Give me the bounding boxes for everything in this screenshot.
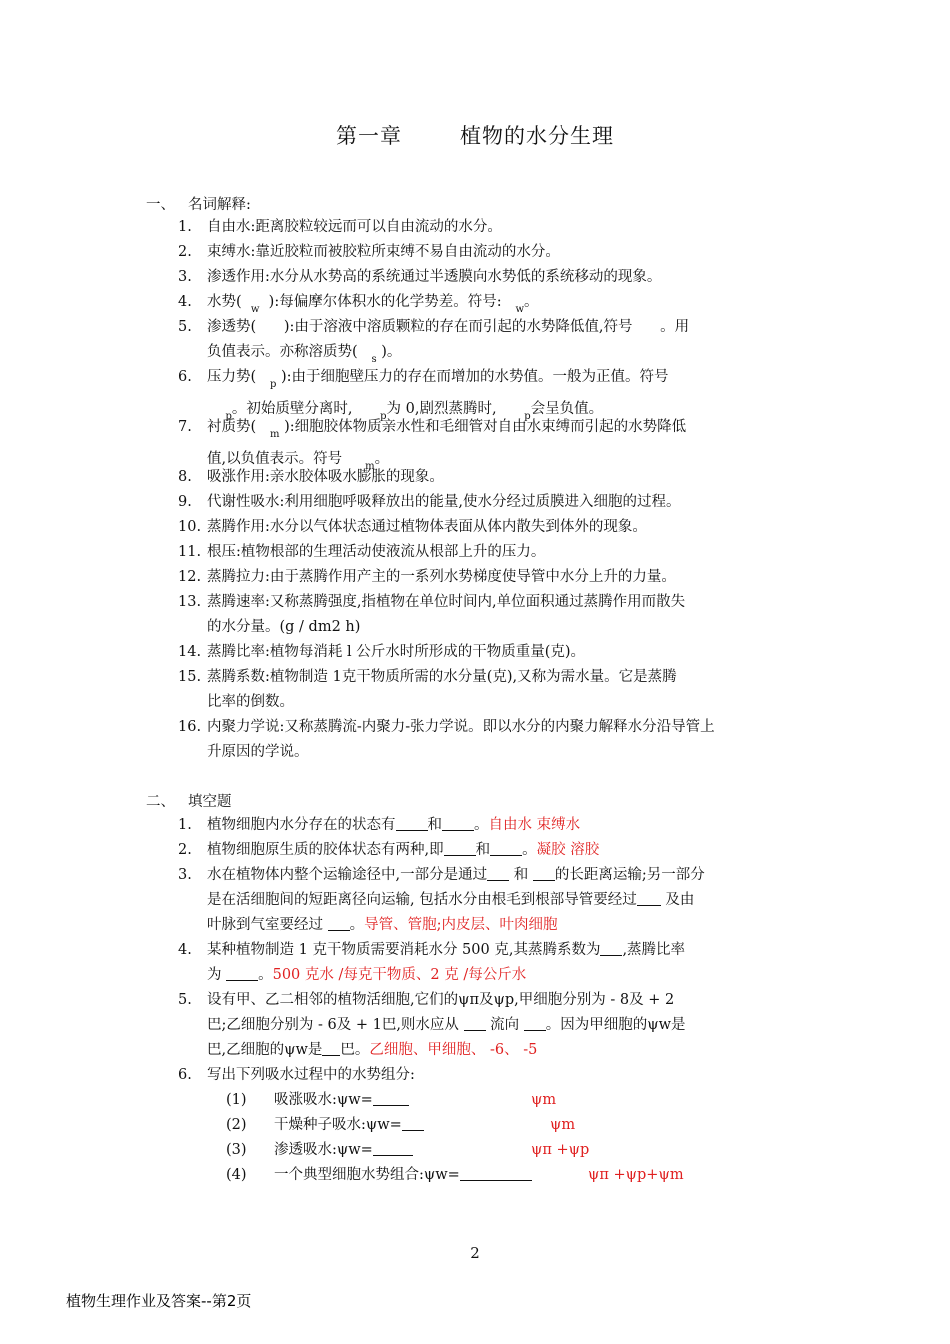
fill-question: 6. 写出下列吸水过程中的水势组分: (178, 1067, 415, 1083)
chapter-title (0, 120, 950, 150)
fill-question: 4. 某种植物制造 1 克干物质需要消耗水分 500 克,其蒸腾系数为 ,蒸腾比率 为 。500 克水 /每克干物质、2 克 /每公斤水 (178, 942, 686, 983)
page-footer: 植物生理作业及答案--第2页 (66, 1292, 252, 1310)
definition-item: 10. 蒸腾作用:水分以气体状态通过植物体表面从体内散失到体外的现象。 (178, 519, 647, 535)
definition-item: 1. 自由水:距离胶粒较远而可以自由流动的水分。 (178, 219, 502, 235)
answer-text: 凝胶 溶胶 (536, 842, 600, 858)
definition-item: 14. 蒸腾比率:植物每消耗 l 公斤水时所形成的干物质重量(克)。 (178, 644, 586, 660)
sub-question: (3) 渗透吸水:ψw= (226, 1138, 413, 1163)
section-heading-definitions: 一、 名词解释: (146, 197, 251, 213)
definition-item: 11. 根压:植物根部的生理活动使液流从根部上升的压力。 (178, 544, 546, 560)
definition-item: 7. 衬质势( $_m$ ):细胞胶体物质亲水性和毛细管对自由水束缚而引起的水势降低 值,以负值表示。符号 $_m$。 (178, 419, 687, 472)
definition-item: 15. 蒸腾系数:植物制造 1克干物质所需的水分量(克),又称为需水量。它是蒸腾 比率的倒数。 (178, 669, 677, 710)
answer-text: ψπ +ψp (531, 1142, 590, 1158)
sub-question: (4) 一个典型细胞水势组合:ψw= (226, 1163, 532, 1188)
definition-item: 12. 蒸腾拉力:由于蒸腾作用产主的一系列水势梯度使导管中水分上升的力量。 (178, 569, 676, 585)
sub-question: (1) 吸涨吸水:ψw= (226, 1088, 409, 1113)
chapter-name: 植物的水分生理 (460, 124, 614, 148)
definition-item: 13. 蒸腾速率:又称蒸腾强度,指植物在单位时间内,单位面积通过蒸腾作用而散失 的水分量。(g / dm2 h) (178, 594, 686, 635)
fill-question: 3. 水在植物体内整个运输途径中,一部分是通过 和 的长距离运输;另一部分 是在活细胞间的短距离径向运输, 包括水分由根毛到根部导管要经过 及由 叶脉到气室要经过 。导管、管胞;内皮层、叶肉细胞 (178, 867, 705, 933)
section-heading-fill-in: 二、 填空题 (146, 794, 232, 810)
definition-item: 5. 渗透势( ):由于溶液中溶质颗粒的存在而引起的水势降低值,符号 。用 负值表示。亦称溶质势( $_s$ )。 (178, 319, 690, 365)
answer-text: 导管、管胞;内皮层、叶肉细胞 (364, 917, 558, 933)
answer-text: 乙细胞、甲细胞、 -6、 -5 (369, 1042, 538, 1058)
answer-text: ψm (531, 1092, 557, 1108)
definition-item: 4. 水势( $_w$ ):每偏摩尔体积水的化学势差。符号: $_w$。 (178, 294, 539, 315)
answer-text: ψπ +ψp+ψm (588, 1167, 684, 1183)
definition-item: 16. 内聚力学说:又称蒸腾流-内聚力-张力学说。即以水分的内聚力解释水分沿导管上 升原因的学说。 (178, 719, 715, 760)
definition-item: 6. 压力势( $_p$ ):由于细胞壁压力的存在而增加的水势值。一般为正值。符号 $_p$。初始质壁分离时, $_p$为 0,剧烈蒸腾时, $_p$会呈负值。 (178, 369, 669, 422)
definition-item: 9. 代谢性吸水:利用细胞呼吸释放出的能量,使水分经过质膜进入细胞的过程。 (178, 494, 681, 510)
sub-question: (2) 干燥种子吸水:ψw= (226, 1113, 424, 1138)
definition-item: 3. 渗透作用:水分从水势高的系统通过半透膜向水势低的系统移动的现象。 (178, 269, 662, 285)
answer-text: 500 克水 /每克干物质、2 克 /每公斤水 (272, 967, 527, 983)
definition-item: 8. 吸涨作用:亲水胶体吸水膨胀的现象。 (178, 469, 444, 485)
answer-text: 自由水 束缚水 (488, 817, 581, 833)
fill-question: 2. 植物细胞原生质的胶体状态有两种,即 和 。凝胶 溶胶 (178, 842, 600, 858)
fill-question: 1. 植物细胞内水分存在的状态有 和 。自由水 束缚水 (178, 817, 581, 833)
answer-text: ψm (550, 1117, 576, 1133)
fill-question: 5. 设有甲、乙二相邻的植物活细胞,它们的ψπ及ψp,甲细胞分别为 - 8及 + 2 巴;乙细胞分别为 - 6及 + 1巴,则水应从 流向 。因为甲细胞的ψw是 巴,乙细胞的ψw是 巴。乙细胞、甲细胞、 -6、 -5 (178, 992, 686, 1058)
definition-item: 2. 束缚水:靠近胶粒而被胶粒所束缚不易自由流动的水分。 (178, 244, 560, 260)
chapter-number: 第一章 (336, 124, 402, 148)
page-number: 2 (470, 1244, 480, 1262)
